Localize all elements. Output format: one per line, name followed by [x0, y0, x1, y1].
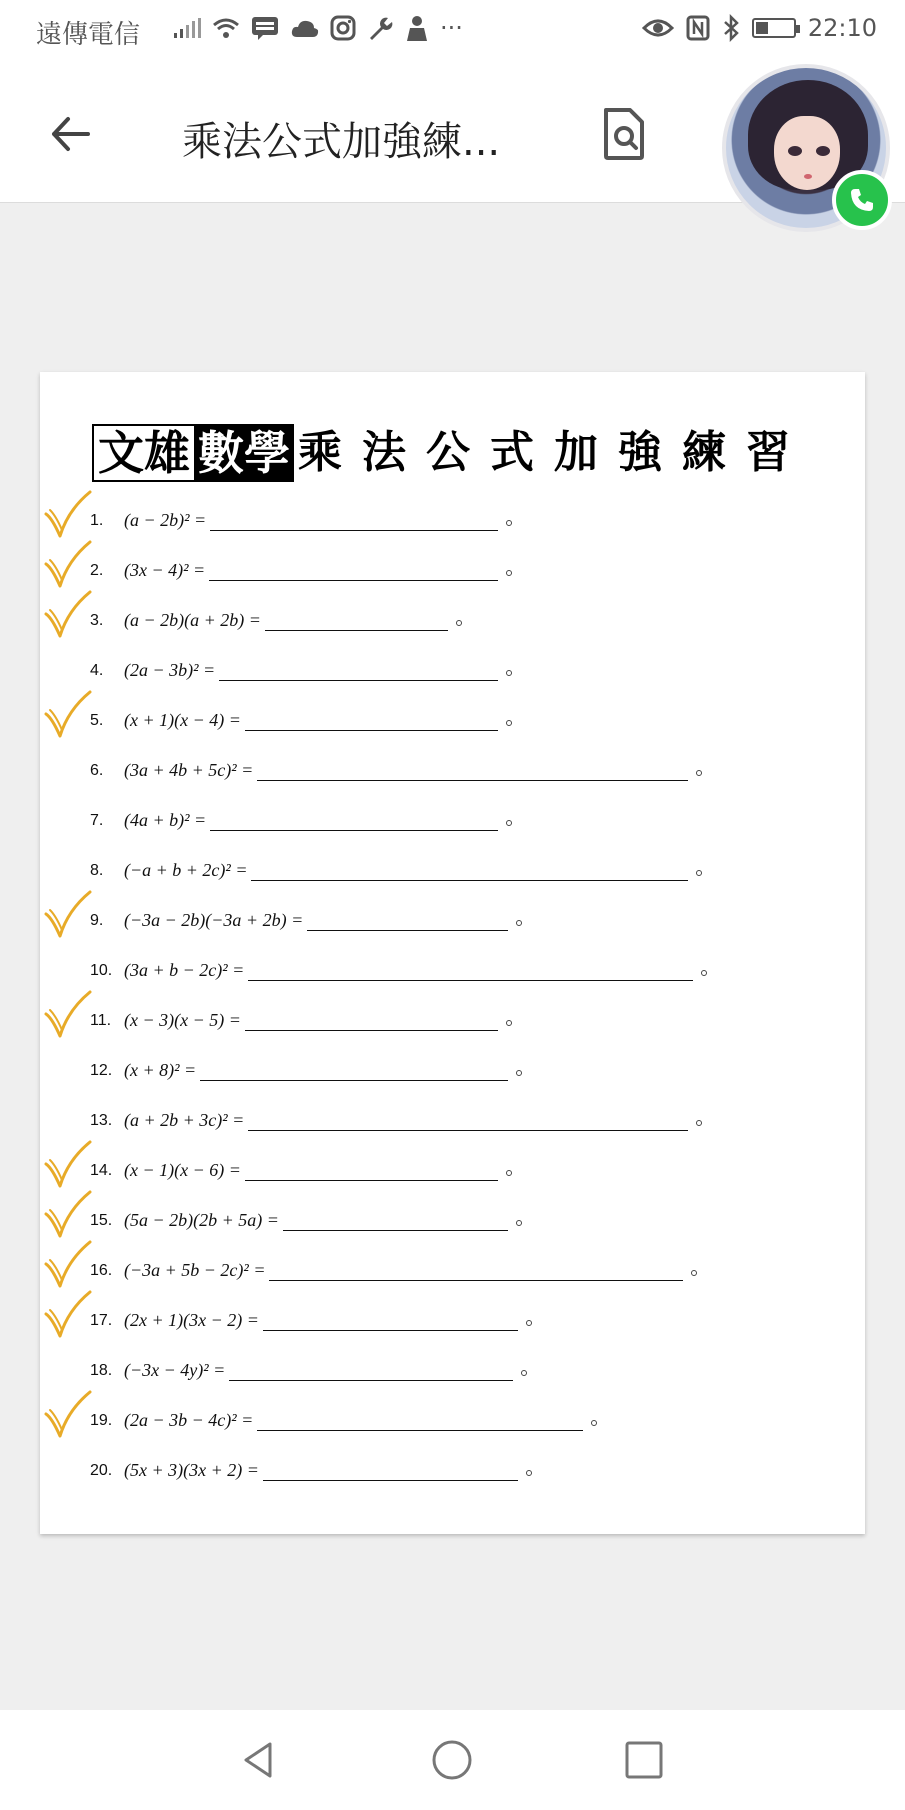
answer-blank — [219, 680, 498, 681]
problem-row — [40, 758, 865, 788]
problem-number: 10. — [90, 962, 113, 979]
problem-expression: (a + 2b + 3c)² = — [124, 1110, 245, 1130]
period-mark — [506, 520, 512, 526]
answer-blank — [248, 980, 693, 981]
answer-blank — [263, 1330, 518, 1331]
checkmark-icon — [42, 988, 94, 1044]
nav-home-icon[interactable] — [428, 1736, 476, 1784]
wrench-icon — [366, 14, 394, 42]
problem-number: 15. — [90, 1212, 113, 1229]
period-mark — [506, 820, 512, 826]
period-mark — [506, 1170, 512, 1176]
problem-number: 18. — [90, 1362, 113, 1379]
period-mark — [506, 670, 512, 676]
checkmark-icon — [42, 888, 94, 944]
nav-back-icon[interactable] — [236, 1736, 284, 1784]
problem-number: 14. — [90, 1162, 113, 1179]
period-mark — [701, 970, 707, 976]
navigation-bar — [0, 1710, 905, 1810]
problem-row — [40, 808, 865, 838]
problem-number: 13. — [90, 1112, 113, 1129]
signal-icon — [172, 17, 202, 39]
bluetooth-icon — [722, 14, 740, 42]
cloud-icon — [290, 17, 320, 39]
checkmark-icon — [42, 588, 94, 644]
period-mark — [591, 1420, 597, 1426]
problem-number: 4. — [90, 662, 104, 679]
problem-row — [40, 608, 865, 638]
problem-number: 8. — [90, 862, 104, 879]
problem-expression: (a − 2b)(a + 2b) = — [124, 610, 261, 630]
phone-icon — [848, 186, 876, 214]
period-mark — [516, 920, 522, 926]
period-mark — [691, 1270, 697, 1276]
problem-number: 20. — [90, 1462, 113, 1479]
problem-row — [40, 508, 865, 538]
problem-row — [40, 958, 865, 988]
problem-row — [40, 1008, 865, 1038]
answer-blank — [210, 830, 498, 831]
problem-row — [40, 1458, 865, 1488]
problem-expression: (x + 1)(x − 4) = — [124, 710, 241, 730]
answer-blank — [248, 1130, 688, 1131]
problem-expression: (x + 8)² = — [124, 1060, 197, 1080]
problem-expression: (−3a + 5b − 2c)² = — [124, 1260, 266, 1280]
system-icons — [642, 14, 877, 42]
problem-expression: (−a + b + 2c)² = — [124, 860, 248, 880]
problem-expression: (x − 1)(x − 6) = — [124, 1160, 241, 1180]
problem-expression: (3a + b − 2c)² = — [124, 960, 245, 980]
answer-blank — [283, 1230, 508, 1231]
period-mark — [456, 620, 462, 626]
problem-row — [40, 1308, 865, 1338]
problem-row — [40, 1058, 865, 1088]
problem-number: 17. — [90, 1312, 113, 1329]
problem-number: 16. — [90, 1262, 113, 1279]
clock: 22:10 — [807, 14, 877, 42]
answer-blank — [251, 880, 688, 881]
battery-icon — [752, 18, 796, 38]
status-bar — [0, 0, 905, 62]
checkmark-icon — [42, 538, 94, 594]
problem-expression: (5a − 2b)(2b + 5a) = — [124, 1210, 279, 1230]
problem-number: 7. — [90, 812, 104, 829]
problem-number: 5. — [90, 712, 104, 729]
problem-expression: (x − 3)(x − 5) = — [124, 1010, 241, 1030]
answer-blank — [265, 630, 448, 631]
worksheet-title — [92, 424, 810, 482]
checkmark-icon — [42, 1238, 94, 1294]
period-mark — [526, 1320, 532, 1326]
period-mark — [516, 1220, 522, 1226]
period-mark — [526, 1470, 532, 1476]
problem-row — [40, 1408, 865, 1438]
problem-expression: (2a − 3b)² = — [124, 660, 216, 680]
nav-recents-icon[interactable] — [620, 1736, 668, 1784]
period-mark — [506, 720, 512, 726]
problem-row — [40, 1208, 865, 1238]
problem-expression: (a − 2b)² = — [124, 510, 207, 530]
problem-expression: (3a + 4b + 5c)² = — [124, 760, 254, 780]
document-search-icon[interactable] — [600, 106, 648, 162]
problem-row — [40, 558, 865, 588]
problem-row — [40, 1358, 865, 1388]
app-title: 乘法公式加強練... — [182, 119, 501, 165]
worksheet-page — [40, 372, 865, 1534]
answer-blank — [257, 1430, 583, 1431]
problem-expression: (3x − 4)² = — [124, 560, 206, 580]
problem-number: 11. — [90, 1012, 112, 1029]
problem-number: 6. — [90, 762, 104, 779]
person-icon — [404, 14, 430, 42]
period-mark — [696, 870, 702, 876]
problem-number: 19. — [90, 1412, 113, 1429]
nfc-icon — [686, 15, 710, 41]
problem-number: 9. — [90, 912, 104, 929]
problem-row — [40, 1258, 865, 1288]
period-mark — [696, 770, 702, 776]
notification-icons — [172, 14, 463, 42]
webtoon-icon — [250, 15, 280, 41]
title-subject: 數學 — [194, 424, 294, 482]
problem-row — [40, 1158, 865, 1188]
call-button[interactable] — [832, 170, 892, 230]
problem-row — [40, 658, 865, 688]
answer-blank — [210, 530, 498, 531]
problem-expression: (4a + b)² = — [124, 810, 207, 830]
problem-expression: (2a − 3b − 4c)² = — [124, 1410, 254, 1430]
answer-blank — [209, 580, 498, 581]
problem-row — [40, 908, 865, 938]
answer-blank — [245, 1180, 498, 1181]
period-mark — [516, 1070, 522, 1076]
carrier-name: 遠傳電信 — [36, 20, 141, 50]
checkmark-icon — [42, 688, 94, 744]
title-author: 文雄 — [92, 424, 194, 482]
problem-number: 12. — [90, 1062, 113, 1079]
back-arrow-icon[interactable] — [44, 106, 100, 162]
answer-blank — [245, 730, 498, 731]
period-mark — [506, 570, 512, 576]
checkmark-icon — [42, 1138, 94, 1194]
problem-expression: (2x + 1)(3x − 2) = — [124, 1310, 259, 1330]
eye-icon — [642, 17, 674, 39]
problem-row — [40, 858, 865, 888]
answer-blank — [229, 1380, 513, 1381]
answer-blank — [200, 1080, 508, 1081]
problem-expression: (−3x − 4y)² = — [124, 1360, 226, 1380]
problem-expression: (−3a − 2b)(−3a + 2b) = — [124, 910, 304, 930]
period-mark — [696, 1120, 702, 1126]
answer-blank — [269, 1280, 683, 1281]
answer-blank — [257, 780, 688, 781]
wifi-icon — [212, 16, 240, 40]
period-mark — [506, 1020, 512, 1026]
checkmark-icon — [42, 1388, 94, 1444]
problem-number: 3. — [90, 612, 104, 629]
problem-expression: (5x + 3)(3x + 2) = — [124, 1460, 259, 1480]
problem-number: 1. — [90, 512, 104, 529]
checkmark-icon — [42, 1288, 94, 1344]
problem-number: 2. — [90, 562, 104, 579]
problem-row — [40, 1108, 865, 1138]
answer-blank — [245, 1030, 498, 1031]
instagram-icon — [330, 15, 356, 41]
checkmark-icon — [42, 1188, 94, 1244]
checkmark-icon — [42, 488, 94, 544]
answer-blank — [263, 1480, 518, 1481]
period-mark — [521, 1370, 527, 1376]
answer-blank — [307, 930, 508, 931]
problem-row — [40, 708, 865, 738]
title-topic: 乘法公式加強練習 — [298, 427, 810, 478]
more-icon: ··· — [440, 14, 463, 42]
